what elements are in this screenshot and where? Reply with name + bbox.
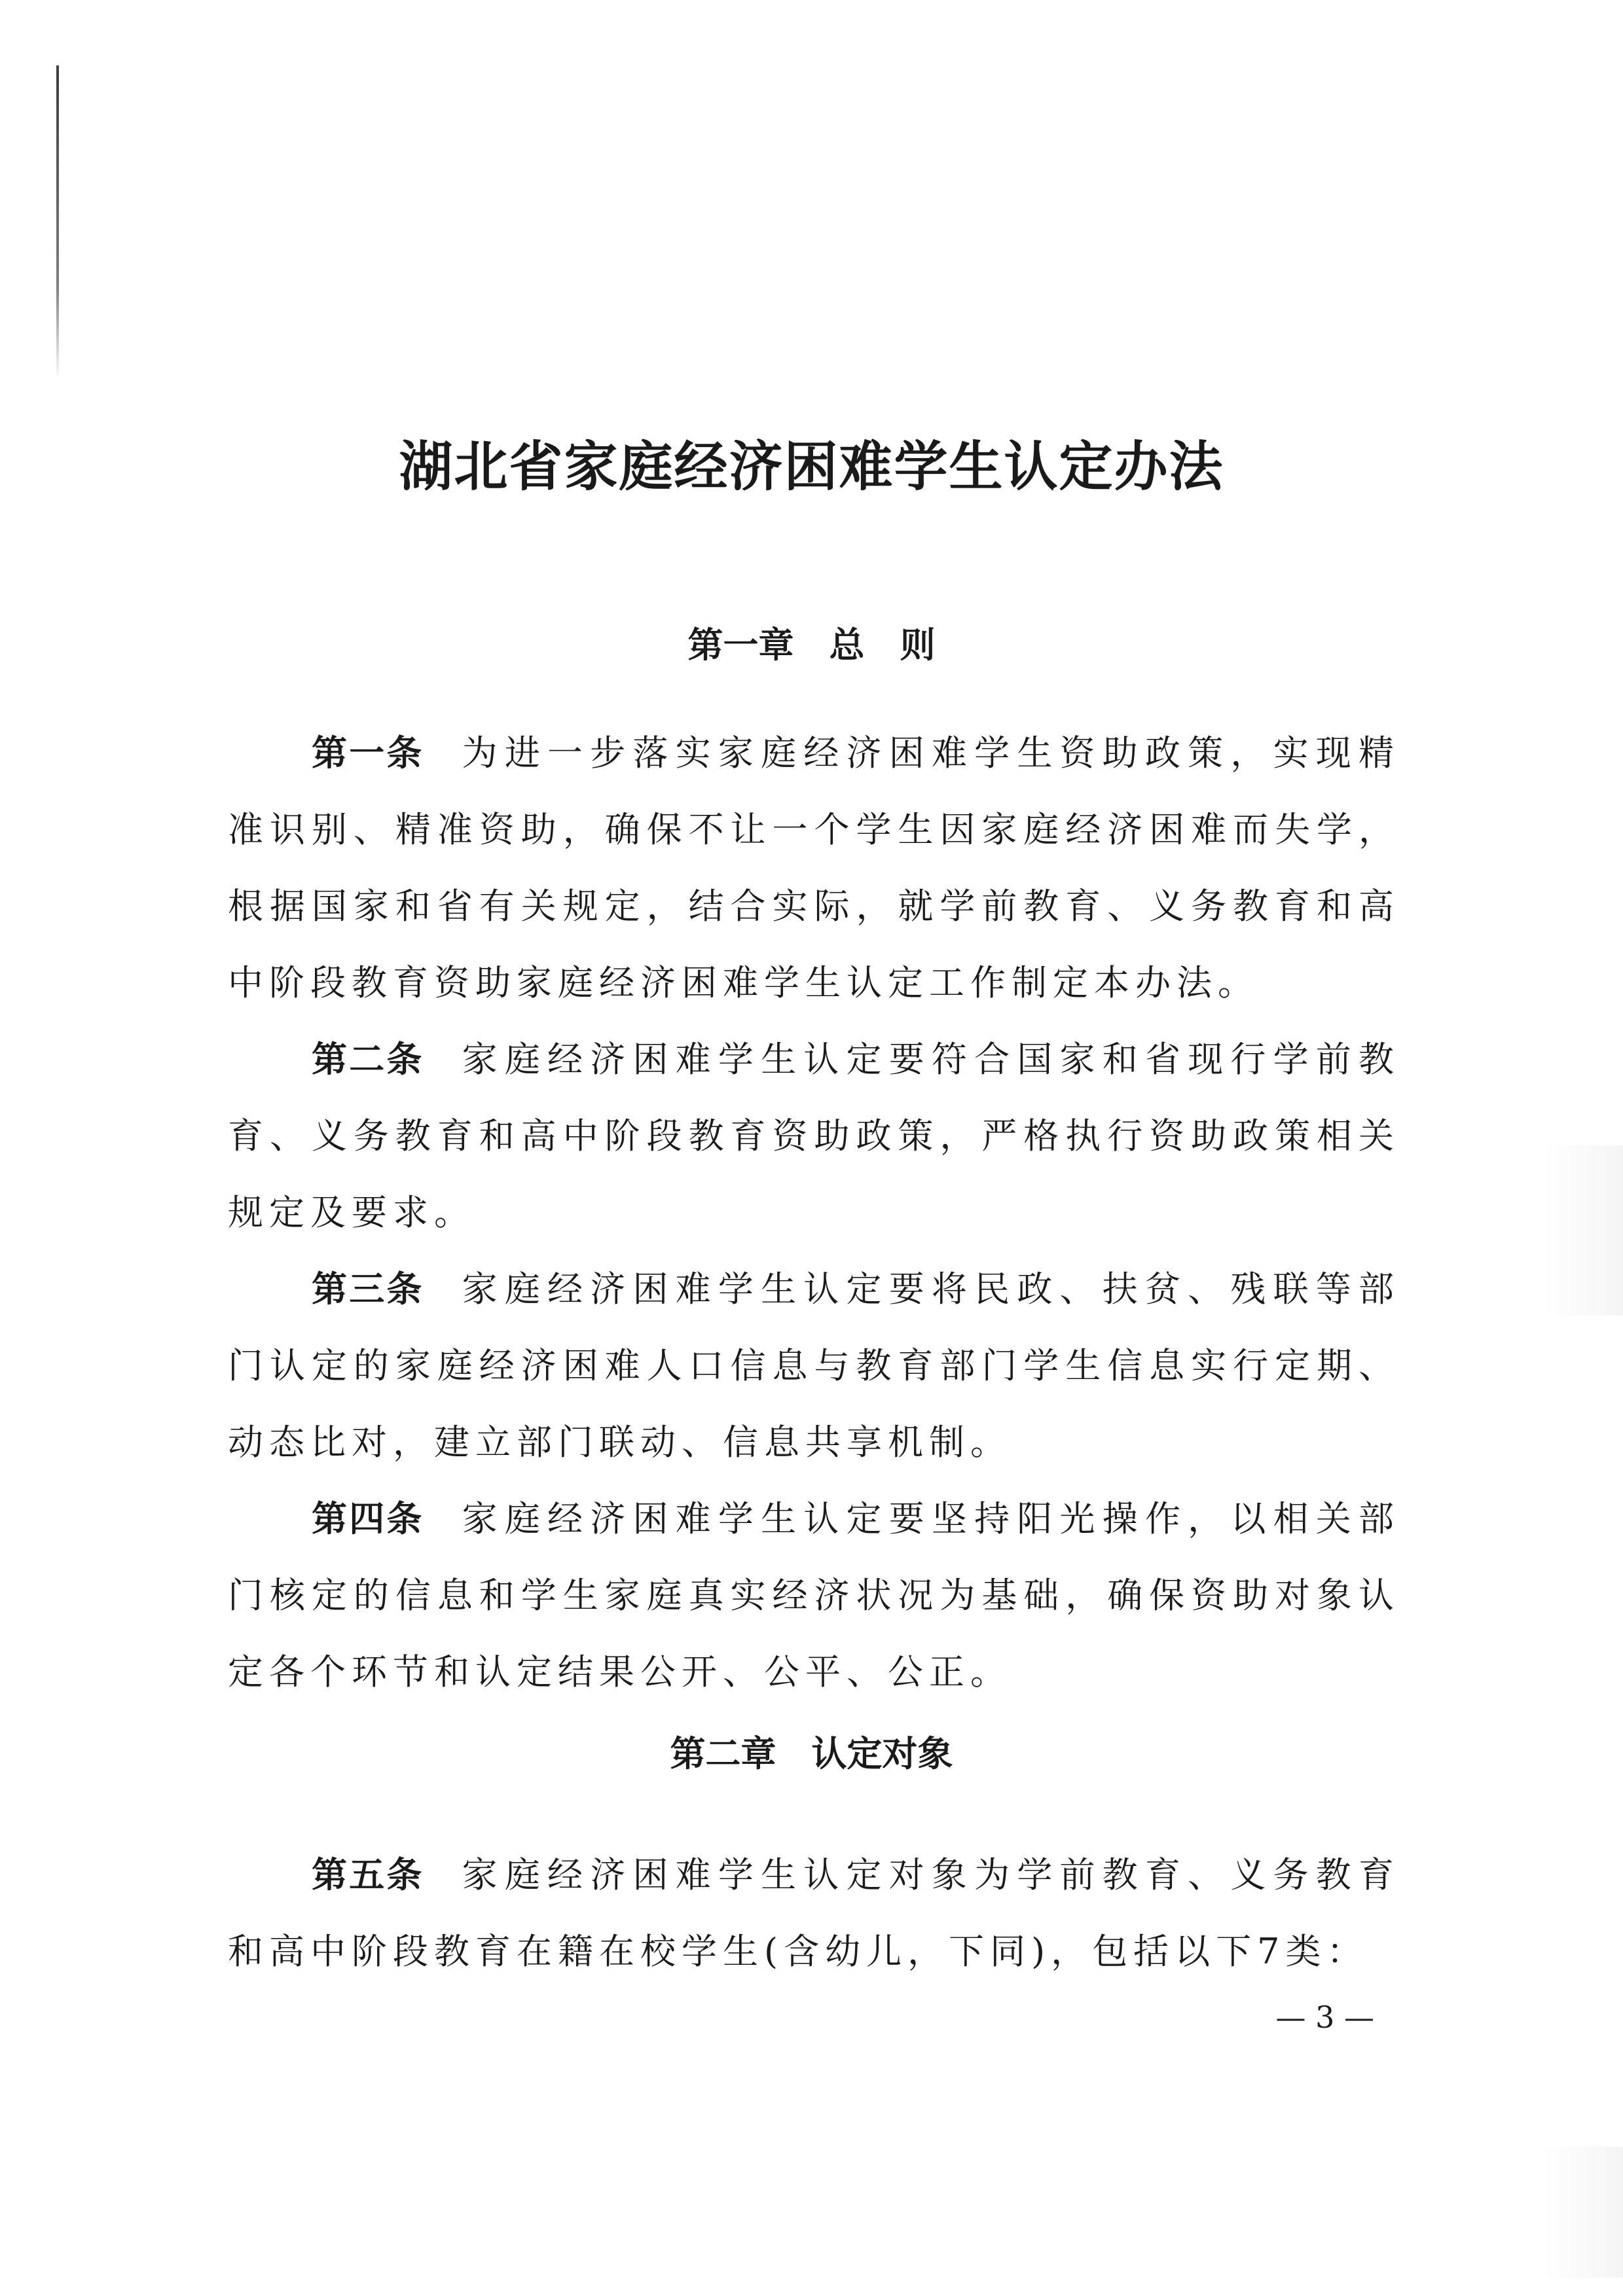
article-text: 家庭经济困难学生认定要将民政、扶贫、残联等部门认定的家庭经济困难人口信息与教育部门学生信息实行定期、动态比对，建立部门联动、信息共享机制。 — [228, 1268, 1400, 1463]
chapter-heading-2: 第二章 认定对象 — [670, 1733, 953, 1774]
article-5 — [228, 1837, 1400, 1990]
article-text: 家庭经济困难学生认定要坚持阳光操作，以相关部门核定的信息和学生家庭真实经济状况为基础，确保资助对象认定各个环节和认定结果公开、公平、公正。 — [228, 1498, 1400, 1693]
article-text: 家庭经济困难学生认定要符合国家和省现行学前教育、义务教育和高中阶段教育资助政策，严格执行资助政策相关规定及要求。 — [228, 1039, 1400, 1233]
article-label: 第四条 — [312, 1498, 424, 1539]
article-label: 第二条 — [312, 1039, 424, 1080]
chapter-heading-1: 第一章 总 则 — [687, 624, 936, 666]
article-1 — [228, 715, 1400, 1021]
document-title: 湖北省家庭经济困难学生认定办法 — [399, 435, 1224, 498]
page-number: — 3 — — [1275, 2000, 1374, 2035]
article-4 — [228, 1480, 1400, 1710]
scan-shadow — [1544, 2147, 1623, 2278]
article-label: 第一条 — [312, 732, 424, 774]
scan-shadow — [1544, 1145, 1623, 1316]
article-label: 第五条 — [312, 1854, 424, 1895]
scan-edge-mark — [56, 65, 59, 380]
article-label: 第三条 — [312, 1268, 424, 1310]
article-text: 家庭经济困难学生认定对象为学前教育、义务教育和高中阶段教育在籍在校学生(含幼儿，下同)，包括以下7类： — [228, 1854, 1400, 1972]
article-2 — [228, 1021, 1400, 1251]
article-text: 为进一步落实家庭经济困难学生资助政策，实现精准识别、精准资助，确保不让一个学生因家庭经济困难而失学，根据国家和省有关规定，结合实际，就学前教育、义务教育和高中阶段教育资助家庭经济困难学生认定工作制定本办法。 — [228, 732, 1400, 1003]
article-3 — [228, 1251, 1400, 1480]
